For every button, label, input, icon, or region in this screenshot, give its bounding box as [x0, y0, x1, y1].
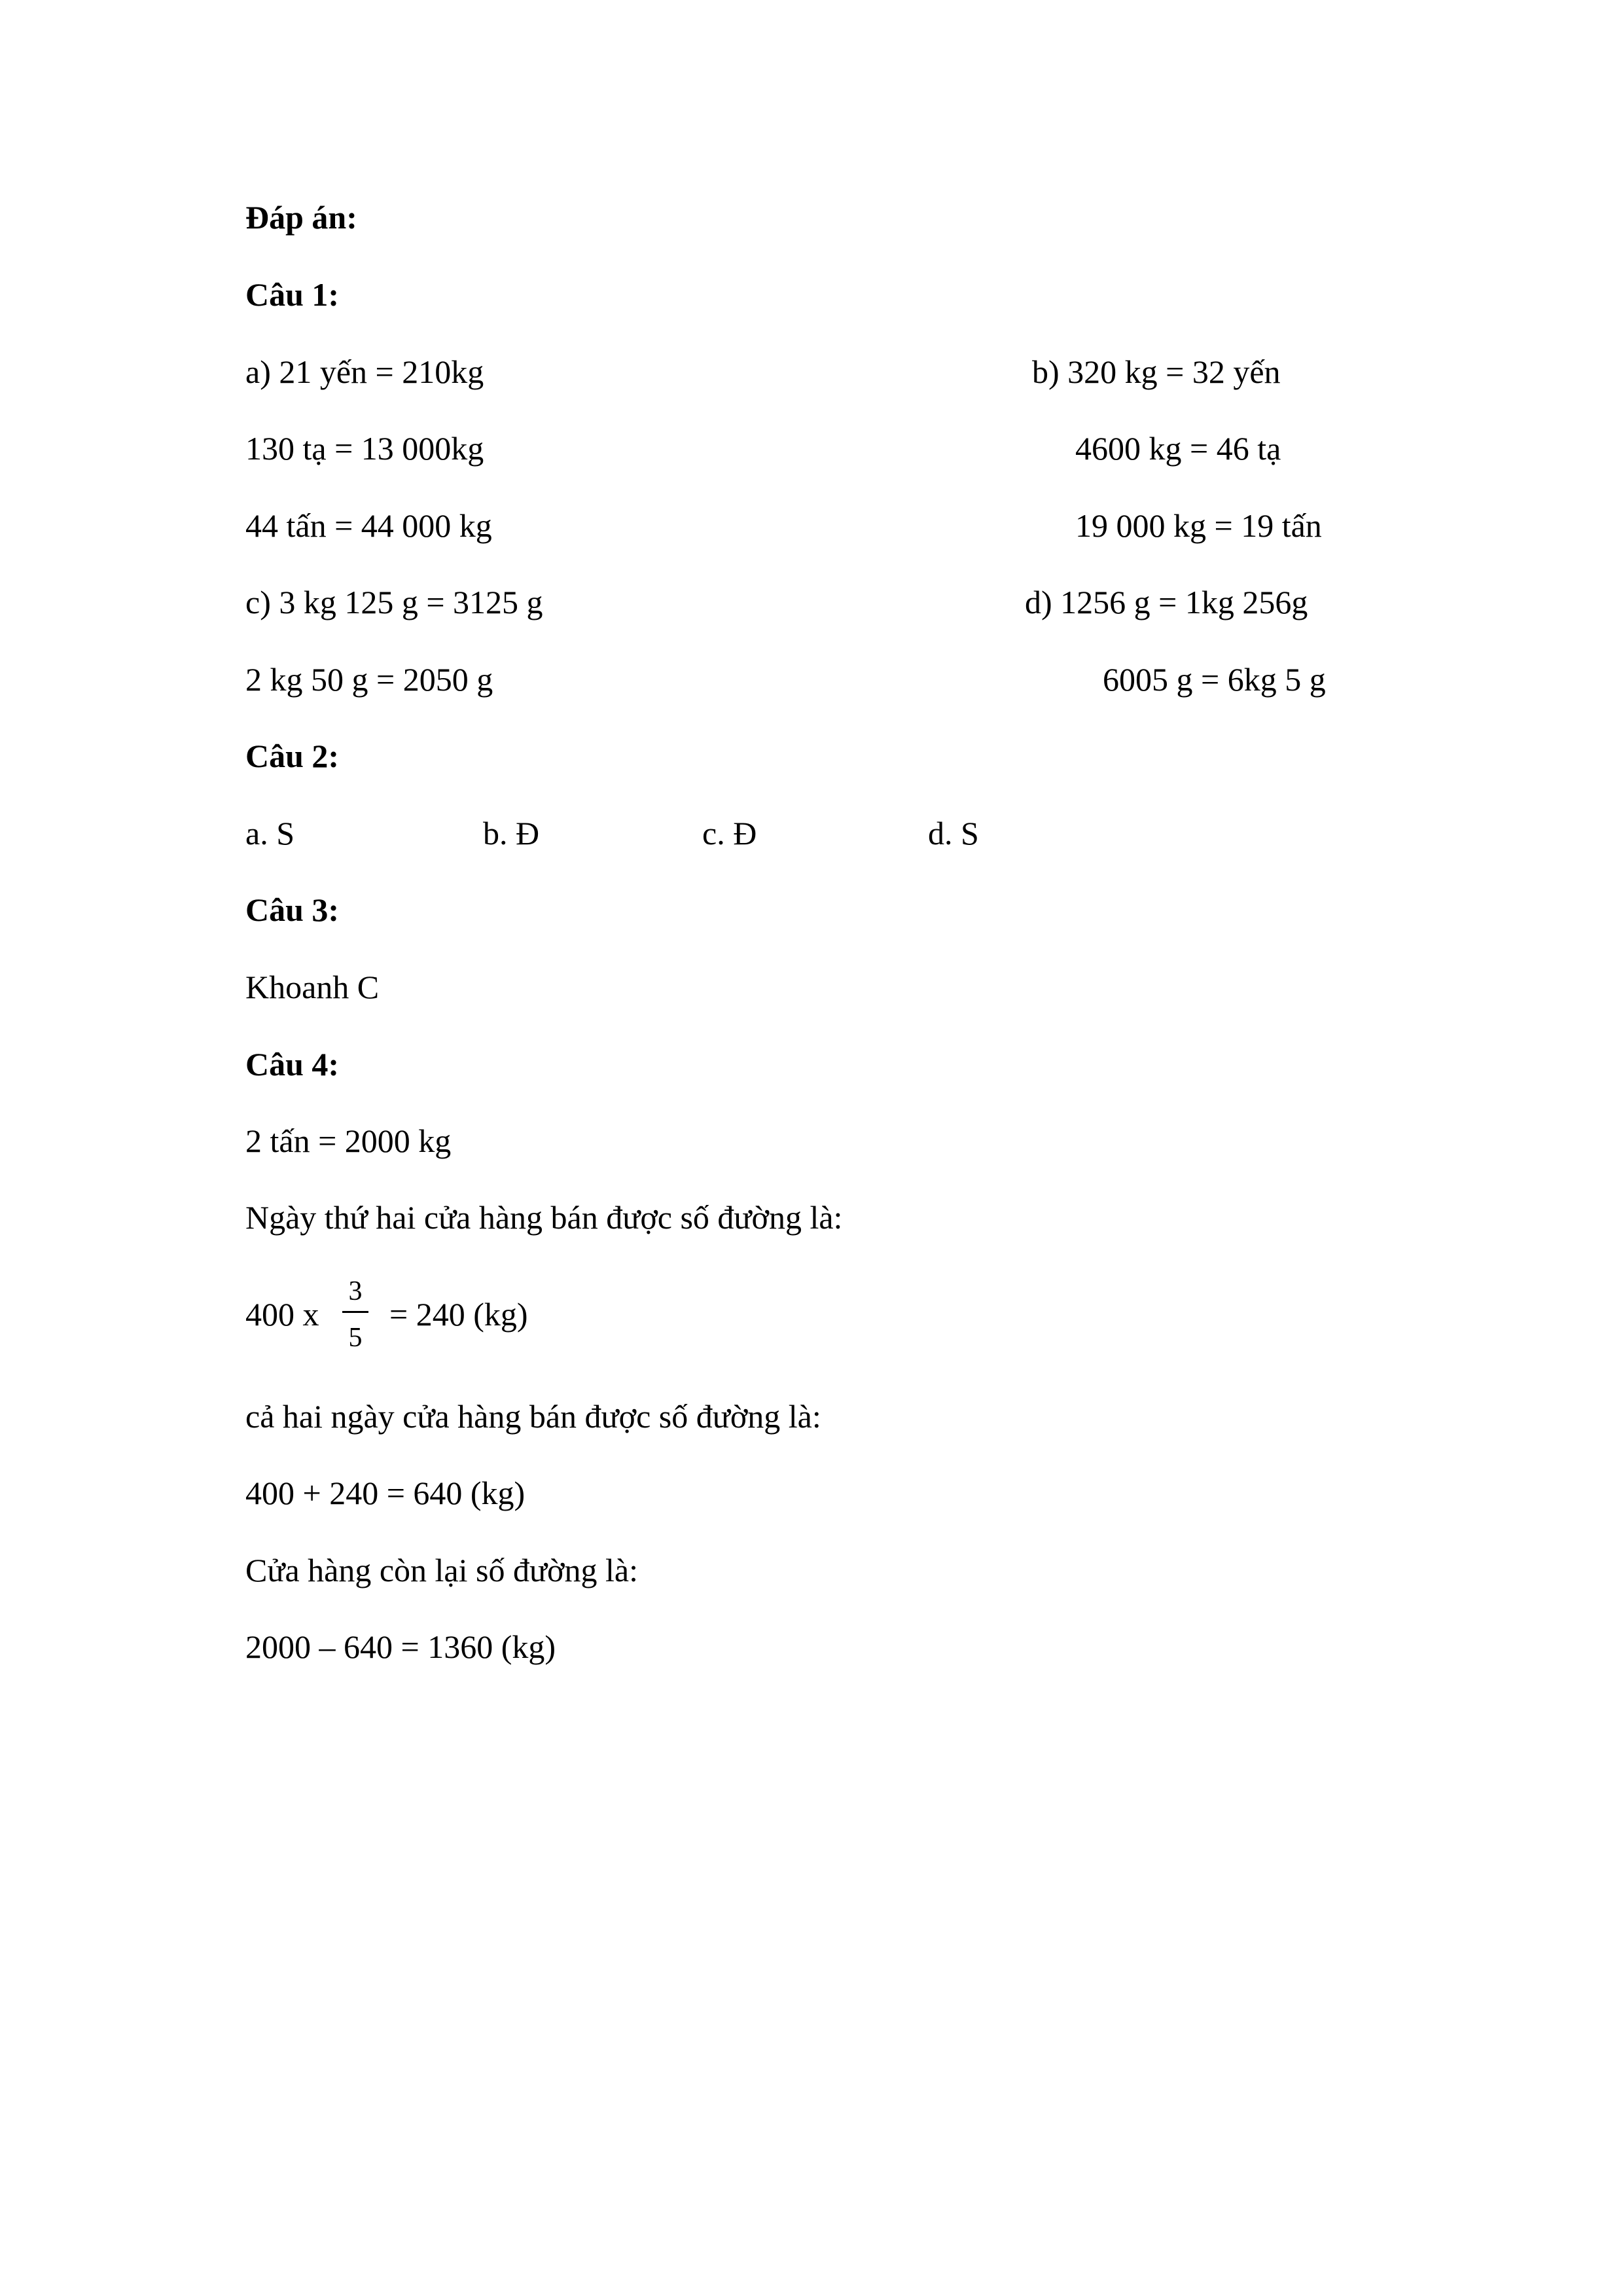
- q3-answer: Khoanh C: [245, 969, 380, 1005]
- q2-answer-b: b. Đ: [483, 815, 540, 852]
- q4-line-7: 2000 – 640 = 1360 (kg): [245, 1628, 556, 1665]
- fraction-numerator: 3: [348, 1276, 363, 1306]
- q1-row-3-left: 44 tấn = 44 000 kg: [245, 507, 492, 544]
- q4-line-6: Cửa hàng còn lại số đường là:: [245, 1552, 638, 1588]
- question-1-heading: Câu 1:: [245, 276, 340, 313]
- q4-line-2: Ngày thứ hai cửa hàng bán được số đường là:: [245, 1199, 843, 1236]
- q1-row-4-right: d) 1256 g = 1kg 256g: [1025, 584, 1308, 620]
- q2-answer-d: d. S: [928, 815, 979, 852]
- q4-line-5: 400 + 240 = 640 (kg): [245, 1475, 526, 1511]
- fraction-bar: [342, 1311, 368, 1313]
- q2-answer-a: a. S: [245, 815, 294, 852]
- question-2-heading: Câu 2:: [245, 738, 340, 774]
- page-title: Đáp án:: [245, 199, 357, 236]
- q1-row-1-right: b) 320 kg = 32 yến: [1032, 353, 1281, 390]
- q4-calc-prefix: 400 x: [245, 1296, 319, 1333]
- q1-row-1-left: a) 21 yến = 210kg: [245, 353, 484, 390]
- fraction-denominator: 5: [348, 1323, 363, 1353]
- q1-row-3-right: 19 000 kg = 19 tấn: [1075, 507, 1322, 544]
- q2-answer-c: c. Đ: [702, 815, 757, 852]
- q1-row-5-right: 6005 g = 6kg 5 g: [1103, 661, 1326, 698]
- q1-row-2-right: 4600 kg = 46 tạ: [1075, 430, 1281, 467]
- q4-line-1: 2 tấn = 2000 kg: [245, 1122, 452, 1159]
- q4-calc-suffix: = 240 (kg): [389, 1296, 528, 1333]
- q1-row-2-left: 130 tạ = 13 000kg: [245, 430, 484, 467]
- q4-line-4: cả hai ngày cửa hàng bán được số đường là:: [245, 1398, 821, 1435]
- q1-row-4-left: c) 3 kg 125 g = 3125 g: [245, 584, 543, 620]
- question-3-heading: Câu 3:: [245, 891, 340, 928]
- q1-row-5-left: 2 kg 50 g = 2050 g: [245, 661, 493, 698]
- question-4-heading: Câu 4:: [245, 1046, 340, 1083]
